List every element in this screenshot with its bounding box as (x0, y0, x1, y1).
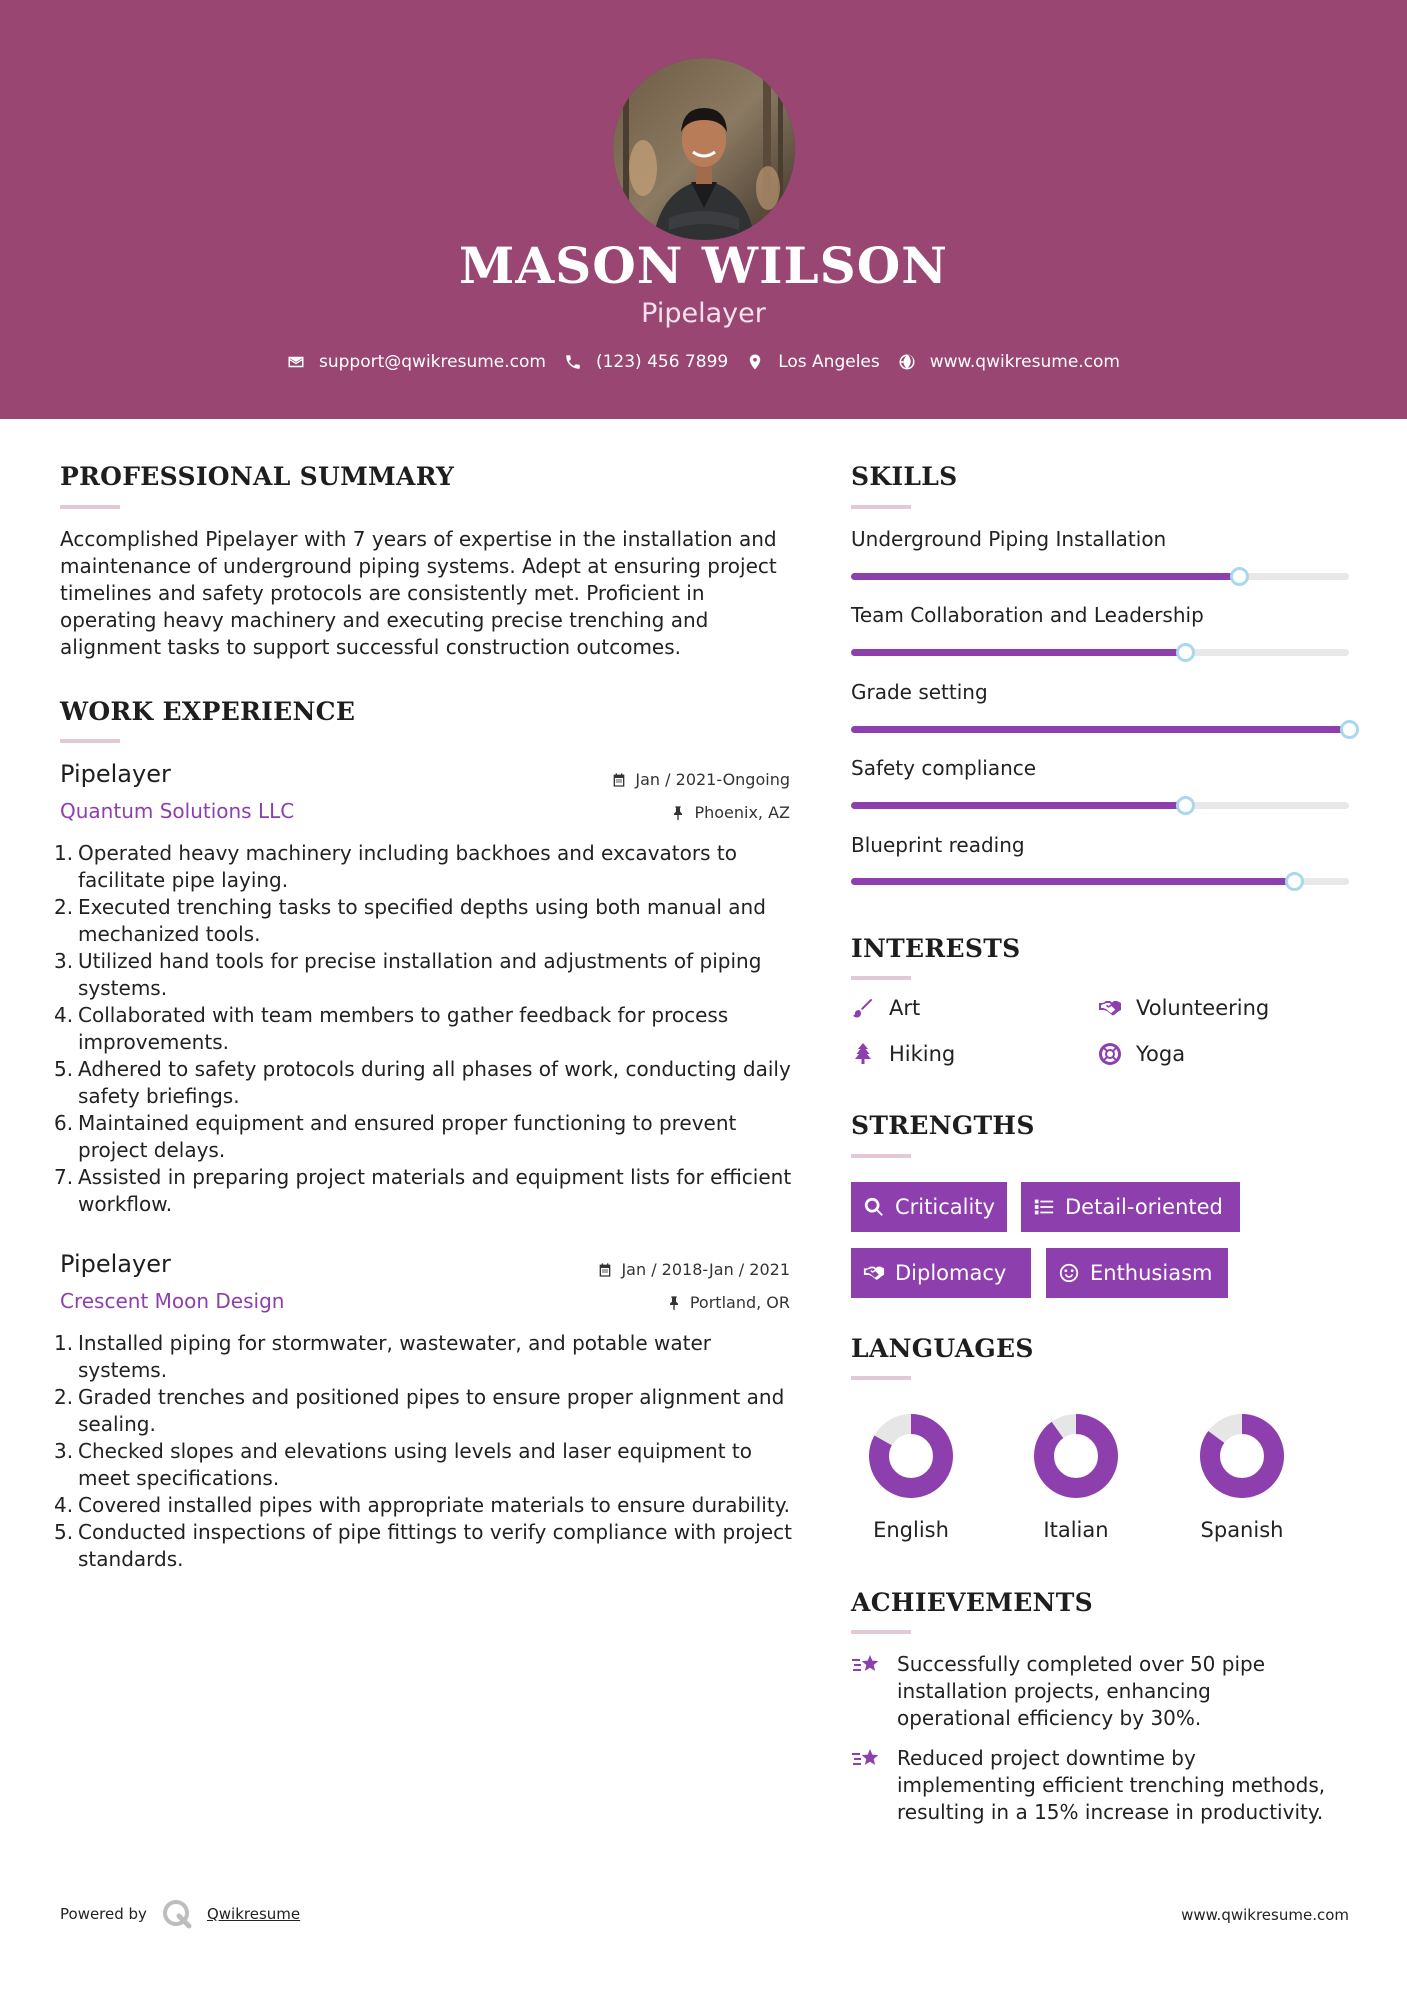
contact-location (746, 352, 880, 372)
job-bullets (54, 840, 794, 1218)
summary-heading: PROFESSIONAL SUMMARY (60, 462, 455, 491)
calendar-icon (611, 772, 627, 788)
list-item: 5. Adhered to safety protocols during all phases of work, conducting daily safety briefings. (54, 1057, 791, 1108)
languages-heading: LANGUAGES (851, 1334, 1034, 1363)
achievement-item: Successfully completed over 50 pipe installation projects, enhancing operational efficiency by 30%. (851, 1651, 1331, 1732)
brand-link[interactable]: Qwikresume (206, 1905, 301, 1923)
strength-chip: Diplomacy (851, 1248, 1031, 1298)
section-divider (60, 505, 120, 509)
interest-item: Art (851, 996, 920, 1020)
strength-chip: Enthusiasm (1046, 1248, 1228, 1298)
location-text: Los Angeles (778, 352, 880, 372)
job-location: Phoenix, AZ (670, 803, 790, 822)
skill-bar (851, 573, 1349, 580)
handshake-icon (863, 1262, 885, 1284)
candidate-name: MASON WILSON (459, 236, 948, 295)
strengths-heading: STRENGTHS (851, 1111, 1035, 1140)
skill-bar-knob (1285, 872, 1304, 891)
list-icon (1033, 1196, 1055, 1218)
website-text: www.qwikresume.com (929, 352, 1120, 372)
summary-text: Accomplished Pipelayer with 7 years of expertise in the installation and maintenance of underground piping systems. Adept at ensuring project timelines and safety protocols are consistently met. Proficient in operating heavy machinery and executing precise trenching and alignment tasks to support successful construction outcomes. (60, 527, 777, 659)
tree-icon (851, 1042, 875, 1066)
list-item: 3. Checked slopes and elevations using levels and laser equipment to meet specifications. (54, 1439, 752, 1490)
strength-chip: Detail-oriented (1021, 1182, 1240, 1232)
handshake-icon (1098, 996, 1122, 1020)
language-name: Spanish (1200, 1518, 1284, 1542)
list-item: 1. Operated heavy machinery including backhoes and excavators to facilitate pipe laying. (54, 841, 737, 892)
shooting-star-icon (851, 1653, 881, 1679)
job-dates: Jan / 2021-Ongoing (611, 770, 790, 789)
section-divider (851, 1630, 911, 1634)
shooting-star-icon (851, 1747, 881, 1773)
achievements-heading: ACHIEVEMENTS (851, 1588, 1093, 1617)
footer-website[interactable]: www.qwikresume.com (1181, 1906, 1349, 1924)
skill-bar-fill (851, 726, 1349, 733)
language-name: English (873, 1518, 949, 1542)
skill-label: Team Collaboration and Leadership (851, 603, 1204, 627)
language-donut (867, 1412, 955, 1500)
achievement-item: Reduced project downtime by implementing efficient trenching methods, resulting in a 15% increase in productivity. (851, 1745, 1331, 1826)
job-title: Pipelayer (60, 1250, 171, 1278)
interest-item: Yoga (1098, 1042, 1185, 1066)
email-text: support@qwikresume.com (319, 352, 546, 372)
list-item: 1. Installed piping for stormwater, wastewater, and potable water systems. (54, 1331, 711, 1382)
lifebuoy-icon (1098, 1042, 1122, 1066)
language-donut (1032, 1412, 1120, 1500)
footer-branding (60, 1898, 300, 1930)
contact-email[interactable] (287, 352, 546, 372)
skill-label: Underground Piping Installation (851, 527, 1167, 551)
envelope-icon (287, 353, 305, 371)
language-donut (1198, 1412, 1286, 1500)
list-item: 4. Covered installed pipes with appropriate materials to ensure durability. (54, 1493, 791, 1517)
interest-item: Hiking (851, 1042, 955, 1066)
skill-bar-knob (1176, 643, 1195, 662)
contact-website[interactable] (898, 352, 1120, 372)
skill-bar (851, 726, 1349, 733)
job-dates: Jan / 2018-Jan / 2021 (597, 1260, 790, 1279)
skill-bar (851, 649, 1349, 656)
section-divider (851, 976, 911, 980)
skill-bar (851, 878, 1349, 885)
contact-phone[interactable] (564, 352, 728, 372)
skill-label: Grade setting (851, 680, 988, 704)
contact-bar (0, 352, 1407, 372)
resume-header (0, 0, 1407, 419)
job-company: Quantum Solutions LLC (60, 799, 295, 823)
skill-bar-knob (1340, 720, 1359, 739)
list-item: 7. Assisted in preparing project materials and equipment lists for efficient workflow. (54, 1165, 792, 1216)
language-item (851, 1412, 971, 1542)
calendar-icon (597, 1262, 613, 1278)
skill-label: Blueprint reading (851, 833, 1025, 857)
search-icon (863, 1196, 885, 1218)
list-item: 2. Graded trenches and positioned pipes to ensure proper alignment and sealing. (54, 1385, 785, 1436)
list-item: 4. Collaborated with team members to gather feedback for process improvements. (54, 1003, 729, 1054)
interest-item: Volunteering (1098, 996, 1269, 1020)
skill-bar-fill (851, 878, 1294, 885)
skill-bar (851, 802, 1349, 809)
skill-bar-fill (851, 649, 1185, 656)
language-item (1182, 1412, 1302, 1542)
list-item: 3. Utilized hand tools for precise installation and adjustments of piping systems. (54, 949, 762, 1000)
pushpin-icon (666, 1295, 682, 1311)
list-item: 5. Conducted inspections of pipe fittings to verify compliance with project standards. (54, 1520, 792, 1571)
candidate-title: Pipelayer (641, 298, 766, 329)
language-name: Italian (1043, 1518, 1109, 1542)
phone-icon (564, 353, 582, 371)
smile-icon (1058, 1262, 1080, 1284)
skill-bar-knob (1230, 567, 1249, 586)
interests-heading: INTERESTS (851, 934, 1021, 963)
pushpin-icon (670, 805, 686, 821)
skill-label: Safety compliance (851, 756, 1037, 780)
skill-bar-knob (1176, 796, 1195, 815)
job-location: Portland, OR (666, 1293, 790, 1312)
list-item: 6. Maintained equipment and ensured proper functioning to prevent project delays. (54, 1111, 737, 1162)
language-item (1016, 1412, 1136, 1542)
powered-by-text: Powered by (60, 1905, 147, 1923)
skills-heading: SKILLS (851, 462, 958, 491)
job-title: Pipelayer (60, 760, 171, 788)
job-company: Crescent Moon Design (60, 1289, 285, 1313)
job-bullets (54, 1330, 794, 1573)
map-pin-icon (746, 353, 764, 371)
list-item: 2. Executed trenching tasks to specified depths using both manual and mechanized tools. (54, 895, 766, 946)
phone-text: (123) 456 7899 (595, 352, 729, 372)
skill-bar-fill (851, 573, 1239, 580)
section-divider (851, 1154, 911, 1158)
experience-heading: WORK EXPERIENCE (60, 697, 356, 726)
section-divider (60, 739, 120, 743)
skill-bar-fill (851, 802, 1185, 809)
qwikresume-logo-icon (161, 1898, 193, 1930)
section-divider (851, 1376, 911, 1380)
paintbrush-icon (851, 996, 875, 1020)
strength-chip: Criticality (851, 1182, 1007, 1232)
section-divider (851, 505, 911, 509)
profile-photo (613, 58, 795, 240)
globe-icon (898, 353, 916, 371)
